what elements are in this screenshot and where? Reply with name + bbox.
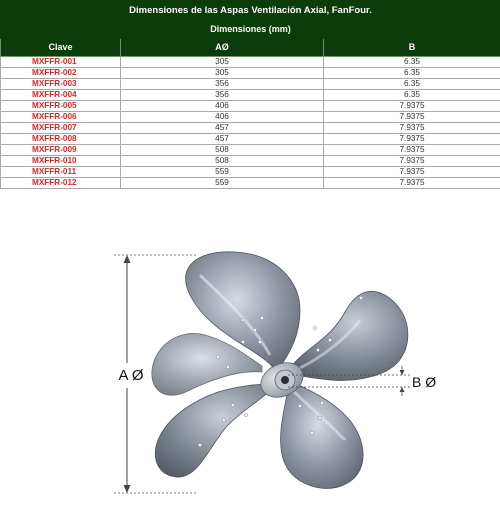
cell-a: 508 xyxy=(121,145,324,156)
cell-a: 559 xyxy=(121,167,324,178)
cell-b: 7.9375 xyxy=(324,123,500,134)
cell-a: 406 xyxy=(121,101,324,112)
cell-clave: MXFFR-012 xyxy=(1,178,121,189)
table-row xyxy=(1,68,500,79)
column-header-a: AØ xyxy=(121,39,324,57)
cell-clave: MXFFR-001 xyxy=(1,57,121,68)
cell-a: 305 xyxy=(121,68,324,79)
dimension-b-arrow-up xyxy=(400,387,405,392)
table-row xyxy=(1,57,500,68)
cell-b: 7.9375 xyxy=(324,145,500,156)
cell-b: 6.35 xyxy=(324,79,500,90)
cell-a: 457 xyxy=(121,123,324,134)
blade-bottom-right xyxy=(281,382,364,488)
cell-clave: MXFFR-004 xyxy=(1,90,121,101)
table-subtitle: Dimensiones (mm) xyxy=(1,21,500,39)
cell-b: 6.35 xyxy=(324,68,500,79)
dimension-b-arrow-down xyxy=(400,370,405,375)
dimension-a-arrow-down xyxy=(124,485,131,493)
table-row xyxy=(1,156,500,167)
cell-b: 6.35 xyxy=(324,57,500,68)
cell-b: 7.9375 xyxy=(324,112,500,123)
table-row xyxy=(1,79,500,90)
cell-clave: MXFFR-002 xyxy=(1,68,121,79)
cell-b: 7.9375 xyxy=(324,134,500,145)
cell-clave: MXFFR-007 xyxy=(1,123,121,134)
cell-clave: MXFFR-011 xyxy=(1,167,121,178)
dimensions-table xyxy=(0,0,500,189)
cell-a: 559 xyxy=(121,178,324,189)
cell-a: 356 xyxy=(121,79,324,90)
blade-right xyxy=(290,291,408,380)
cell-b: 7.9375 xyxy=(324,167,500,178)
cell-clave: MXFFR-010 xyxy=(1,156,121,167)
table-row xyxy=(1,145,500,156)
cell-clave: MXFFR-008 xyxy=(1,134,121,145)
cell-b: 7.9375 xyxy=(324,178,500,189)
cell-a: 508 xyxy=(121,156,324,167)
table-row xyxy=(1,90,500,101)
dimension-a-label: A Ø xyxy=(118,367,143,384)
hub-bore xyxy=(281,376,289,384)
cell-clave: MXFFR-006 xyxy=(1,112,121,123)
table-row xyxy=(1,112,500,123)
table-row xyxy=(1,178,500,189)
cell-b: 6.35 xyxy=(324,90,500,101)
column-header-b: B xyxy=(324,39,500,57)
table-row xyxy=(1,167,500,178)
cell-b: 7.9375 xyxy=(324,156,500,167)
cell-a: 457 xyxy=(121,134,324,145)
blade-bottom-left xyxy=(155,384,276,477)
fan-blade-diagram xyxy=(0,240,500,500)
table-row xyxy=(1,123,500,134)
cell-clave: MXFFR-009 xyxy=(1,145,121,156)
cell-a: 356 xyxy=(121,90,324,101)
cell-clave: MXFFR-005 xyxy=(1,101,121,112)
cell-b: 7.9375 xyxy=(324,101,500,112)
table-body xyxy=(1,57,500,189)
cell-a: 406 xyxy=(121,112,324,123)
cell-clave: MXFFR-003 xyxy=(1,79,121,90)
cell-a: 305 xyxy=(121,57,324,68)
table-row xyxy=(1,101,500,112)
fan-blade-figure xyxy=(0,240,500,500)
table-title: Dimensiones de las Aspas Ventilación Axial, FanFour. xyxy=(1,1,500,21)
table-row xyxy=(1,134,500,145)
dimension-b-label: B Ø xyxy=(412,374,436,390)
column-header-clave: Clave xyxy=(1,39,121,57)
dimension-a-arrow-up xyxy=(124,255,131,263)
